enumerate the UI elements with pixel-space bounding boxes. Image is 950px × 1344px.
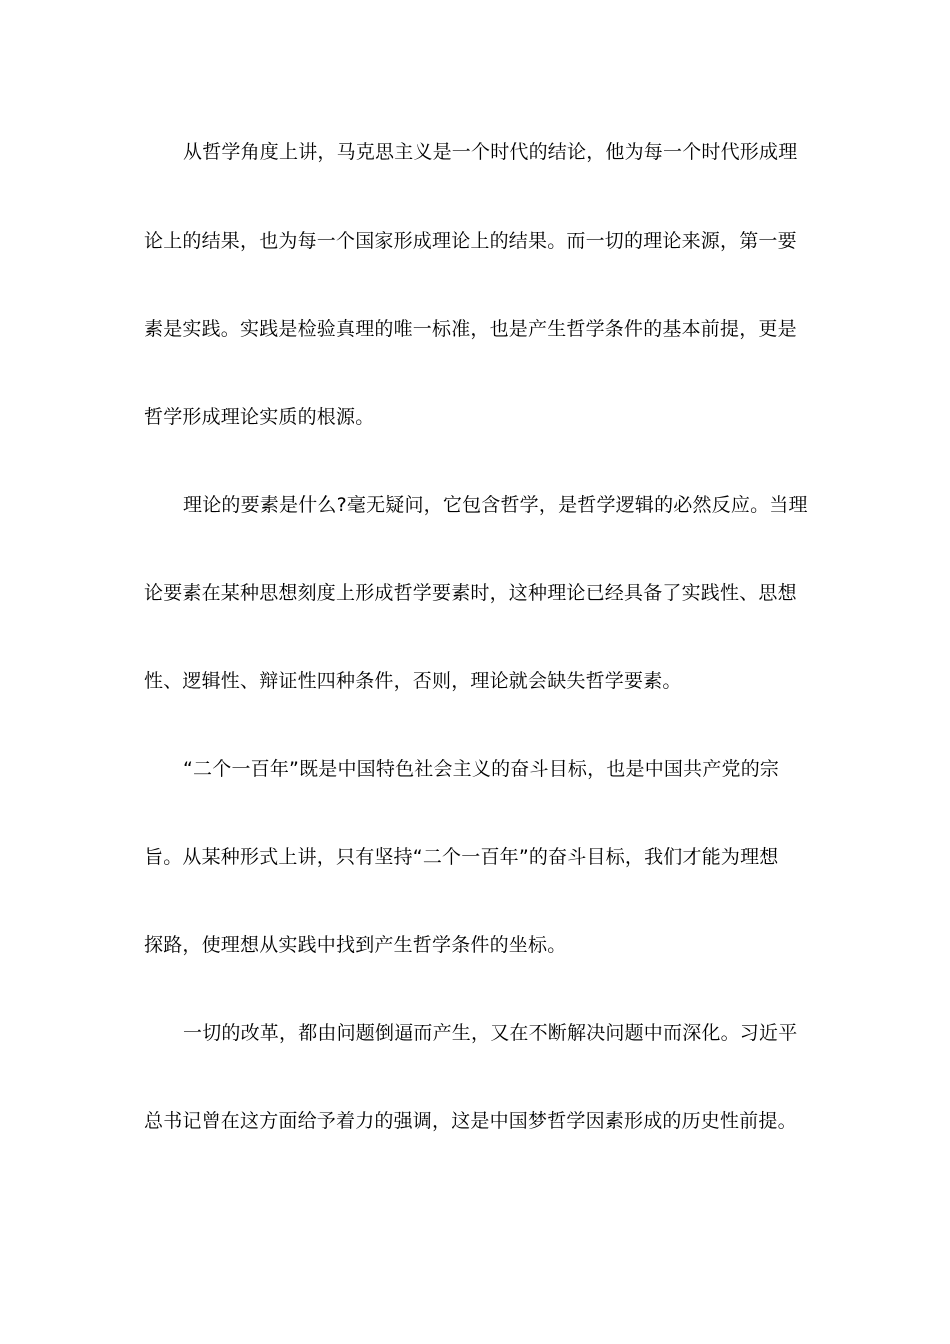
paragraph-4-line-2: 总书记曾在这方面给予着力的强调，这是中国梦哲学因素形成的历史性前提。 bbox=[144, 1110, 797, 1132]
paragraph-2-line-2: 论要素在某种思想刻度上形成哲学要素时，这种理论已经具备了实践性、思想 bbox=[144, 582, 797, 604]
paragraph-1-line-1: 从哲学角度上讲，马克思主义是一个时代的结论，他为每一个时代形成理 bbox=[183, 141, 798, 163]
paragraph-4-line-1: 一切的改革，都由问题倒逼而产生，又在不断解决问题中而深化。习近平 bbox=[183, 1022, 798, 1044]
paragraph-3-line-3: 探路，使理想从实践中找到产生哲学条件的坐标。 bbox=[144, 934, 567, 956]
paragraph-1-line-3: 素是实践。实践是检验真理的唯一标准，也是产生哲学条件的基本前提，更是 bbox=[144, 318, 797, 340]
paragraph-3-line-2: 旨。从某种形式上讲，只有坚持“二个一百年”的奋斗目标，我们才能为理想 bbox=[144, 846, 779, 868]
paragraph-1-line-2: 论上的结果，也为每一个国家形成理论上的结果。而一切的理论来源，第一要 bbox=[144, 230, 797, 252]
paragraph-3-line-1: “二个一百年”既是中国特色社会主义的奋斗目标，也是中国共产党的宗 bbox=[183, 758, 780, 780]
paragraph-2-line-1: 理论的要素是什么?毫无疑问，它包含哲学，是哲学逻辑的必然反应。当理 bbox=[183, 494, 808, 516]
paragraph-1-line-4: 哲学形成理论实质的根源。 bbox=[144, 406, 375, 428]
paragraph-2-line-3: 性、逻辑性、辩证性四种条件，否则，理论就会缺失哲学要素。 bbox=[144, 670, 682, 692]
